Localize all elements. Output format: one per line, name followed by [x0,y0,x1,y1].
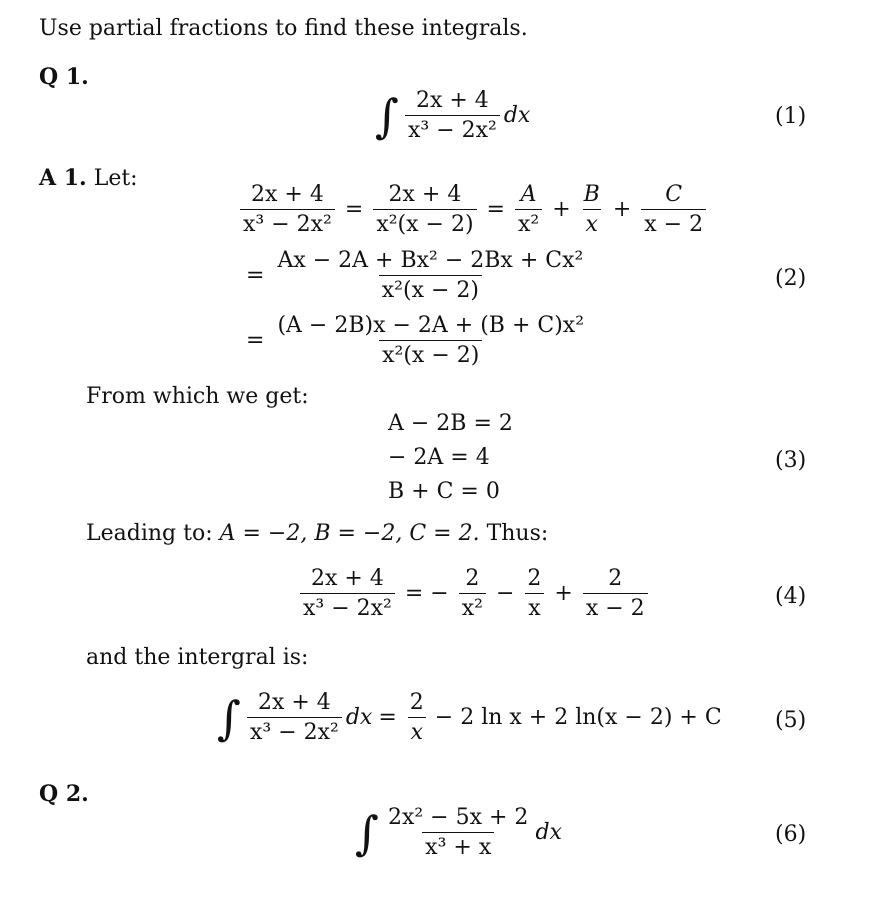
q2-label: Q 2. [39,781,89,807]
eqno-6: (6) [775,822,807,847]
from-text: From which we get: [86,384,309,409]
a1-line1: $\frac{2x + 4}{\text{x³ − 2x²}}$ = $\frac{2x + 4}{\text{x²(x − 2)}}$ = $\frac{A}{\text{x²}}$ + $\frac{B}{x}$ + $\frac{C}{x - 2}$ [236,182,710,238]
q1-integral [375,88,530,144]
a1-heading: A 1. Let: [39,165,138,191]
and-text: and the intergral is: [86,645,309,670]
eqno-5: (5) [775,708,807,733]
a1-result: $\frac{2x + 4}{\text{x³ − 2x²}}$ = − $\frac{2}{\text{x²}}$ − $\frac{2}{x}$ + $\frac{2}{x - 2}$ [296,566,652,622]
system-eq-3: B + C = 0 [388,479,500,504]
integral-sign-icon: ∫ [375,88,399,143]
q1-denominator: x³ − 2x² [405,115,500,143]
a1-line3: = $\frac{\text{(A − 2B)x − 2A + (B + C)x²}}{\text{x²(x − 2)}}$ [246,313,585,369]
q1-numerator: 2x + 4 [415,88,489,113]
a1-final: ∫ $\frac{2x + 4}{\text{x³ − 2x²}}$ dx = $\frac{2}{x}$ − 2 ln x + 2 ln(x − 2) + C [217,690,722,746]
integral-sign-icon: ∫ [355,805,379,860]
intro-text: Use partial fractions to find these integrals. [39,16,528,41]
leading-text: Leading to: A = −2, B = −2, C = 2. Thus: [86,521,549,546]
q2-integral: ∫ $\frac{\text{2x² − 5x + 2}}{\text{x³ + x}}$ dx [355,805,562,861]
a1-line2: = $\frac{\text{Ax − 2A + Bx² − 2Bx + Cx²}}{\text{x²(x − 2)}}$ [246,248,584,304]
eqno-4: (4) [775,584,807,609]
equation-system [388,407,513,509]
system-eq-2: − 2A = 4 [388,445,490,470]
eqno-3: (3) [775,448,807,473]
q1-label: Q 1. [39,64,89,90]
q1-dx: dx [503,103,531,129]
eqno-1: (1) [775,104,807,129]
integral-sign-icon: ∫ [217,690,241,745]
eqno-2: (2) [775,266,807,291]
system-eq-1: A − 2B = 2 [388,411,513,436]
